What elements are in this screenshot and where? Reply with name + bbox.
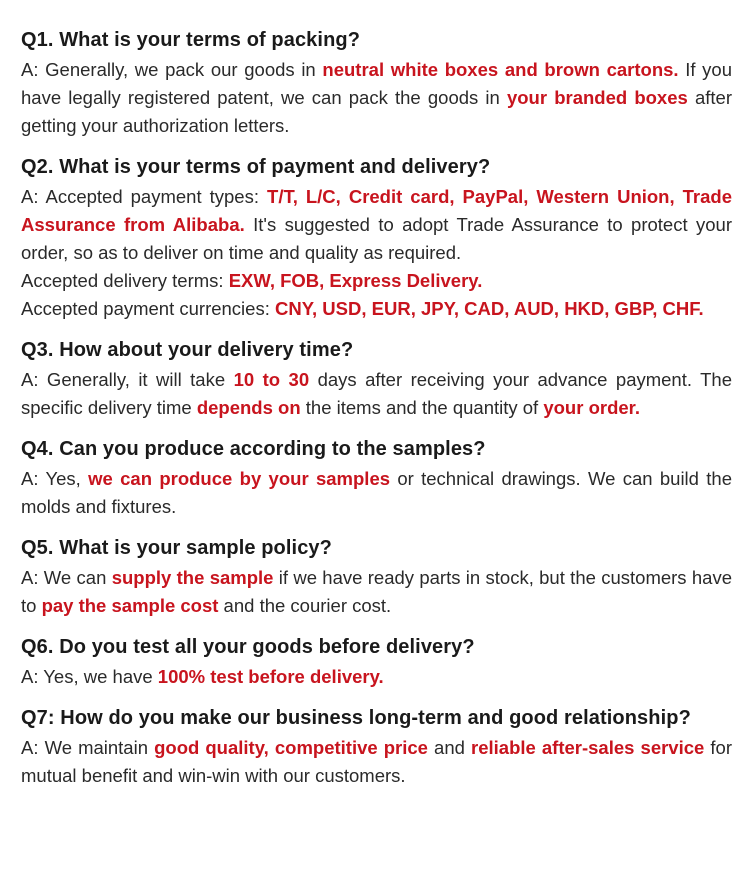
answer-highlight: pay the sample cost [41, 595, 219, 616]
answer-highlight: your order. [543, 397, 640, 418]
answer-text: If you have legally registered patent, we can pack the goods in [21, 59, 732, 108]
answer-text: A: Yes, we have [21, 666, 158, 687]
answer-text: if we have ready parts in stock, but the customers have to [21, 567, 732, 616]
faq-item-3 [21, 337, 732, 422]
answer-highlight: depends on [196, 397, 301, 418]
answer-text: the items and the quantity of [300, 397, 544, 418]
answer-highlight: good quality, competitive price [154, 737, 428, 758]
faq-answer [21, 366, 732, 422]
answer-line [21, 366, 732, 422]
answer-text: It's suggested to adopt Trade Assurance to protect your order, so as to deliver on time and quality as required. [21, 214, 732, 263]
answer-highlight: we can produce by your samples [88, 468, 391, 489]
answer-line [21, 465, 732, 521]
answer-text: Accepted payment currencies: [21, 298, 275, 319]
answer-text: days after receiving your advance payment. The specific delivery time [21, 369, 732, 418]
faq-answer [21, 56, 732, 140]
answer-line [21, 734, 732, 790]
faq-item-7 [21, 705, 732, 790]
answer-highlight: your branded boxes [506, 87, 688, 108]
answer-line [21, 295, 732, 323]
answer-line [21, 663, 732, 691]
answer-text: for mutual benefit and win-win with our customers. [21, 737, 732, 786]
faq-question: Q3. How about your delivery time? [21, 339, 354, 361]
answer-highlight: CNY, USD, EUR, JPY, CAD, AUD, HKD, GBP, CHF. [275, 298, 704, 319]
faq-item-2 [21, 154, 732, 323]
answer-highlight: 10 to 30 [233, 369, 310, 390]
answer-highlight: supply the sample [111, 567, 274, 588]
answer-highlight: neutral white boxes and brown cartons. [322, 59, 679, 80]
faq-item-5 [21, 535, 732, 620]
faq-item-1 [21, 27, 732, 140]
answer-text: and the courier cost. [218, 595, 392, 616]
answer-text: A: Generally, we pack our goods in [21, 59, 323, 80]
faq-question: Q1. What is your terms of packing? [21, 29, 361, 51]
answer-text: A: Yes, [21, 468, 89, 489]
faq-answer [21, 465, 732, 521]
faq-question: Q4. Can you produce according to the samples? [21, 438, 486, 460]
answer-text: after getting your authorization letters. [21, 87, 732, 136]
faq-item-6 [21, 634, 732, 691]
faq-question: Q6. Do you test all your goods before delivery? [21, 636, 475, 658]
faq-question: Q7: How do you make our business long-term and good relationship? [21, 707, 691, 729]
answer-highlight: T/T, L/C, Credit card, PayPal, Western Union, Trade Assurance from Alibaba. [21, 186, 733, 235]
answer-highlight: reliable after-sales service [471, 737, 705, 758]
answer-line [21, 564, 732, 620]
answer-line [21, 267, 732, 295]
answer-line [21, 56, 732, 140]
answer-highlight: EXW, FOB, Express Delivery. [228, 270, 483, 291]
faq-item-4 [21, 436, 732, 521]
answer-text: Accepted delivery terms: [21, 270, 229, 291]
answer-text: and [427, 737, 472, 758]
faq-question: Q2. What is your terms of payment and delivery? [21, 156, 491, 178]
answer-text: A: Generally, it will take [21, 369, 234, 390]
faq-answer [21, 564, 732, 620]
answer-text: or technical drawings. We can build the molds and fixtures. [21, 468, 733, 517]
answer-text: A: Accepted payment types: [21, 186, 268, 207]
faq-question: Q5. What is your sample policy? [21, 537, 332, 559]
faq-answer [21, 663, 732, 691]
answer-highlight: 100% test before delivery. [157, 666, 384, 687]
answer-text: A: We maintain [21, 737, 155, 758]
answer-text: A: We can [21, 567, 112, 588]
faq-answer [21, 734, 732, 790]
faq-answer [21, 183, 732, 323]
answer-line [21, 183, 732, 267]
